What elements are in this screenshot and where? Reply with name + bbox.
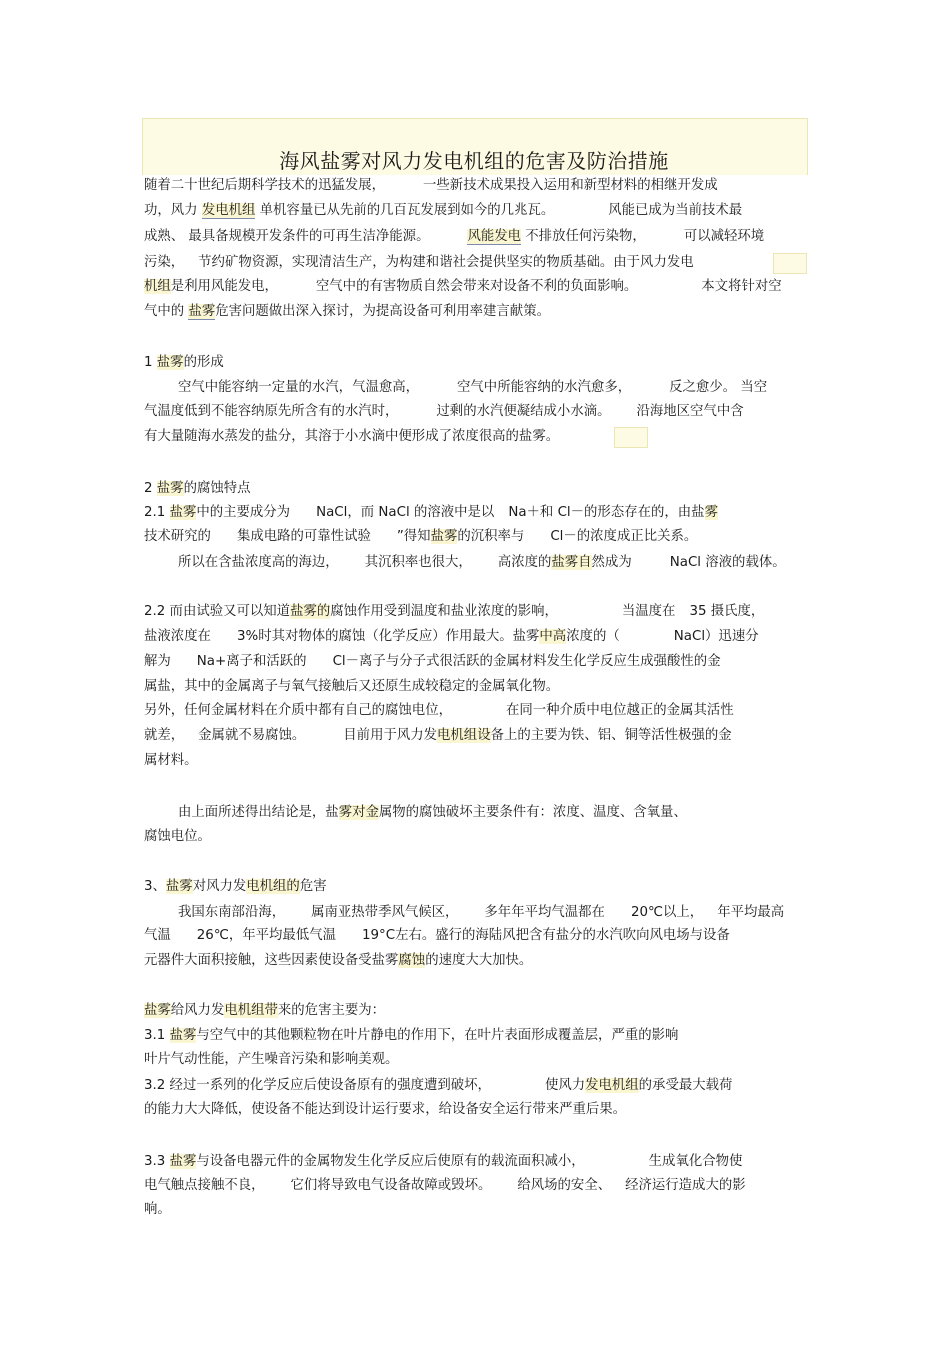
paragraph-line: 盐雾给风力发电机组带来的危害主要为：: [144, 1003, 386, 1018]
paragraph-line: 有大量随海水蒸发的盐分，其溶于小水滴中便形成了浓度很高的盐雾。: [144, 429, 560, 444]
paragraph-line: 响。: [144, 1202, 171, 1217]
paragraph-line: 属材料。: [144, 753, 198, 768]
keyword-highlight: 电机组设: [437, 728, 491, 743]
paragraph-line: 所以在含盐浓度高的海边， 其沉积率也很大， 高浓度的盐雾自然成为 NaCl 溶液的载体。: [178, 555, 786, 570]
paragraph-line: 就差， 金属就不易腐蚀。 目前用于风力发电机组设备上的主要为铁、铝、铜等活性极强的金: [144, 728, 732, 743]
section-heading: 3、盐雾对风力发电机组的危害: [144, 879, 327, 894]
intro-line: 污染， 节约矿物资源，实现清洁生产，为构建和谐社会提供坚实的物质基础。由于风力发电: [144, 255, 694, 270]
keyword-highlight: 盐雾: [144, 1003, 171, 1018]
intro-line: 机组是利用风能发电， 空气中的有害物质自然会带来对设备不利的负面影响。 本文将针对空: [144, 279, 782, 294]
keyword-highlight: 盐雾的: [290, 604, 331, 619]
paragraph-line: 气温 26℃，年平均最低气温 19°C左右。盛行的海陆风把含有盐分的水汽吹向风电场与设备: [144, 928, 730, 943]
paragraph-line: 3.2 经过一系列的化学反应后使设备原有的强度遭到破坏， 使风力发电机组的承受最大载荷: [144, 1078, 733, 1093]
intro-line: 功，风力 发电机组 单机容量已从先前的几百瓦发展到如今的几兆瓦。 风能已成为当前技术最: [144, 203, 743, 218]
keyword-highlight: 中高: [539, 629, 567, 644]
paragraph-line: 技术研究的 集成电路的可靠性试验 ”得知盐雾的沉积率与 Cl－的浓度成正比关系。: [144, 529, 698, 544]
keyword-highlight: 盐雾: [165, 879, 193, 894]
paragraph-line: 腐蚀电位。: [144, 829, 211, 844]
keyword-highlight: 盐雾: [430, 529, 458, 544]
paragraph-line: 我国东南部沿海， 属南亚热带季风气候区， 多年年平均气温都在 20℃以上， 年平均最高: [178, 905, 785, 920]
keyword-highlight: 发电机组: [201, 203, 256, 218]
paragraph-line: 3.1 盐雾与空气中的其他颗粒物在叶片静电的作用下，在叶片表面形成覆盖层，严重的影响: [144, 1028, 679, 1043]
paragraph-line: 元器件大面积接触，这些因素使设备受盐雾腐蚀的速度大大加快。: [144, 953, 533, 968]
keyword-highlight: 盐雾: [169, 1028, 197, 1043]
keyword-highlight: 雾对金: [338, 805, 379, 820]
paragraph-line: 2.1 盐雾中的主要成分为 NaCl，而 NaCl 的溶液中是以 Na＋和 Cl－的形态存在的，由盐雾: [144, 505, 718, 520]
keyword-highlight: 盐雾: [156, 355, 184, 370]
page-title: 海风盐雾对风力发电机组的危害及防治措施: [279, 149, 669, 173]
keyword-highlight: 发电机组: [585, 1078, 639, 1093]
paragraph-line: 盐液浓度在 3%时其对物体的腐蚀（化学反应）作用最大。盐雾中高浓度的（ NaCl）迅速分: [144, 629, 759, 644]
paragraph-line: 3.3 盐雾与设备电器元件的金属物发生化学反应后使原有的载流面积减小， 生成氧化合物使: [144, 1154, 743, 1169]
intro-line: 随着二十世纪后期科学技术的迅猛发展， 一些新技术成果投入运用和新型材料的相继开发成: [144, 178, 718, 193]
intro-line: 成熟、 最具备规模开发条件的可再生洁净能源。 风能发电 不排放任何污染物， 可以减轻环境: [144, 229, 765, 244]
keyword-highlight: 盐雾: [169, 1154, 197, 1169]
keyword-highlight: 机组: [144, 279, 171, 294]
paragraph-line: 另外，任何金属材料在介质中都有自己的腐蚀电位， 在同一种介质中电位越正的金属其活性: [144, 703, 734, 718]
intro-line: 气中的 盐雾危害问题做出深入探讨，为提高设备可利用率建言献策。: [144, 304, 550, 319]
paragraph-line: 空气中能容纳一定量的水汽，气温愈高， 空气中所能容纳的水汽愈多， 反之愈少。 当空: [178, 380, 768, 395]
keyword-highlight: 雾: [704, 505, 718, 520]
paragraph-line: 叶片气动性能，产生噪音污染和影响美观。: [144, 1052, 399, 1067]
keyword-highlight: 盐雾: [169, 505, 197, 520]
paragraph-line: 2.2 而由试验又可以知道盐雾的腐蚀作用受到温度和盐业浓度的影响， 当温度在 35 摄氏度，: [144, 604, 765, 619]
section-heading: 1 盐雾的形成: [144, 355, 224, 370]
paragraph-line: 气温度低到不能容纳原先所含有的水汽时， 过剩的水汽便凝结成小水滴。 沿海地区空气中含: [144, 404, 744, 419]
paragraph-line: 电气触点接触不良， 它们将导致电气设备故障或毁坏。 给风场的安全、 经济运行造成大的影: [144, 1178, 746, 1193]
section-heading: 2 盐雾的腐蚀特点: [144, 481, 251, 496]
paragraph-line: 解为 Na+离子和活跃的 Cl－离子与分子式很活跃的金属材料发生化学反应生成强酸性的金: [144, 654, 721, 669]
keyword-highlight: 盐雾自: [551, 555, 592, 570]
paragraph-line: 属盐，其中的金属离子与氧气接触后又还原生成较稳定的金属氧化物。: [144, 679, 560, 694]
paragraph-line: 由上面所述得出结论是，盐雾对金属物的腐蚀破坏主要条件有：浓度、温度、含氧量、: [178, 805, 687, 820]
keyword-highlight: 电机组带: [224, 1003, 278, 1018]
keyword-highlight: 腐蚀: [398, 953, 426, 968]
keyword-highlight: 盐雾: [188, 304, 216, 319]
keyword-highlight: 电机组的: [246, 879, 300, 894]
keyword-highlight: 风能发电: [467, 229, 522, 244]
keyword-highlight: 盐雾: [156, 481, 184, 496]
paragraph-line: 的能力大大降低，使设备不能达到设计运行要求，给设备安全运行带来严重后果。: [144, 1102, 627, 1117]
